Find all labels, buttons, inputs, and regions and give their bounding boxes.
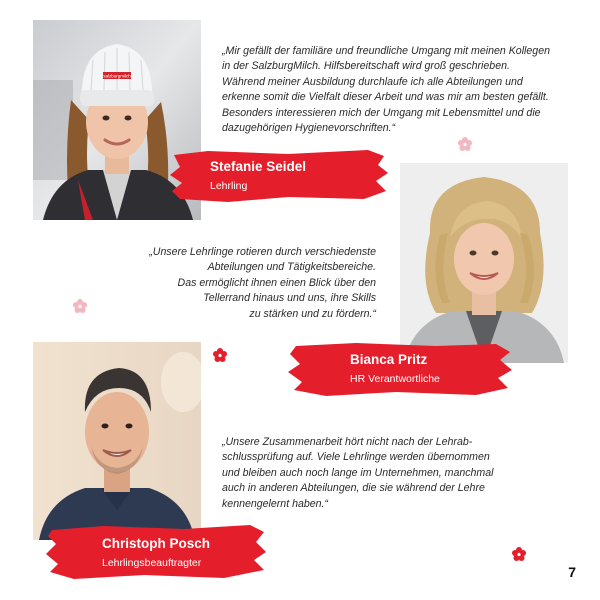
quote-line: zu stärken und zu fördern.“ [249,307,376,320]
flower-icon [458,137,472,151]
quote-line: dazugehörigen Hygienevorschriften.“ [222,122,396,135]
portrait-blonde-woman-icon [400,163,568,363]
person-name: Stefanie Seidel [210,159,307,174]
quote-line: erkenne somit die Vielfalt dieser Arbeit und was mir am besten gefällt. [222,91,549,104]
nameplate-christoph-posch [44,522,268,582]
quote-line: in der SalzburgMilch. Hilfsbereitschaft wird groß geschrieben. [222,60,510,73]
page-number: 7 [568,564,576,580]
quote-line: „Unsere Lehrlinge rotieren durch verschiedenste [149,246,376,258]
quote-line: „Unsere Zusammenarbeit hört nicht nach der Lehrab- [222,436,473,448]
photo-bianca-pritz [400,163,568,363]
person-role: Lehrling [210,180,248,192]
quote-line: schlussprüfung auf. Viele Lehrlinge werden übernommen [222,451,490,464]
quote-line: und bleiben auch noch lange im Unternehmen, manchmal [222,466,494,479]
flower-icon [512,547,526,561]
quote-line: „Mir gefällt der familiäre und freundliche Umgang mit meinen Kollegen [222,45,550,57]
quote-line: Während meiner Ausbildung durchlaufe ich alle Abteilungen und [222,75,523,88]
quote-line: auch in anderen Abteilungen, die sie während der Lehre [222,482,485,495]
brush-stroke-icon [44,522,268,582]
portrait-man-icon [33,342,201,540]
flower-icon [213,348,227,362]
brush-stroke-icon [168,147,390,205]
brush-stroke-icon [286,340,514,398]
quote-bianca-pritz [132,245,376,322]
quote-christoph-posch [222,435,494,512]
quote-line: kennengelernt haben.“ [222,497,329,510]
beanie-label: salzburgmilch [103,73,131,79]
quote-line: Tellerrand hinaus und uns, ihre Skills [203,292,376,305]
quote-stefanie-seidel [222,44,550,136]
person-role: Lehrlingsbeauftragter [102,557,202,569]
quote-line: Besonders interessieren mich der Umgang mit Lebensmittel und die [222,106,541,119]
person-name: Christoph Posch [102,536,211,551]
person-role: HR Verantwortliche [350,373,440,385]
nameplate-bianca-pritz [286,340,514,398]
person-name: Bianca Pritz [350,352,428,367]
photo-christoph-posch [33,342,201,540]
flower-icon [73,299,87,313]
quote-line: Abteilungen und Tätigkeitsbereiche. [207,261,376,274]
quote-line: Das ermöglicht ihnen einen Blick über den [177,276,376,289]
nameplate-stefanie-seidel [168,147,390,205]
